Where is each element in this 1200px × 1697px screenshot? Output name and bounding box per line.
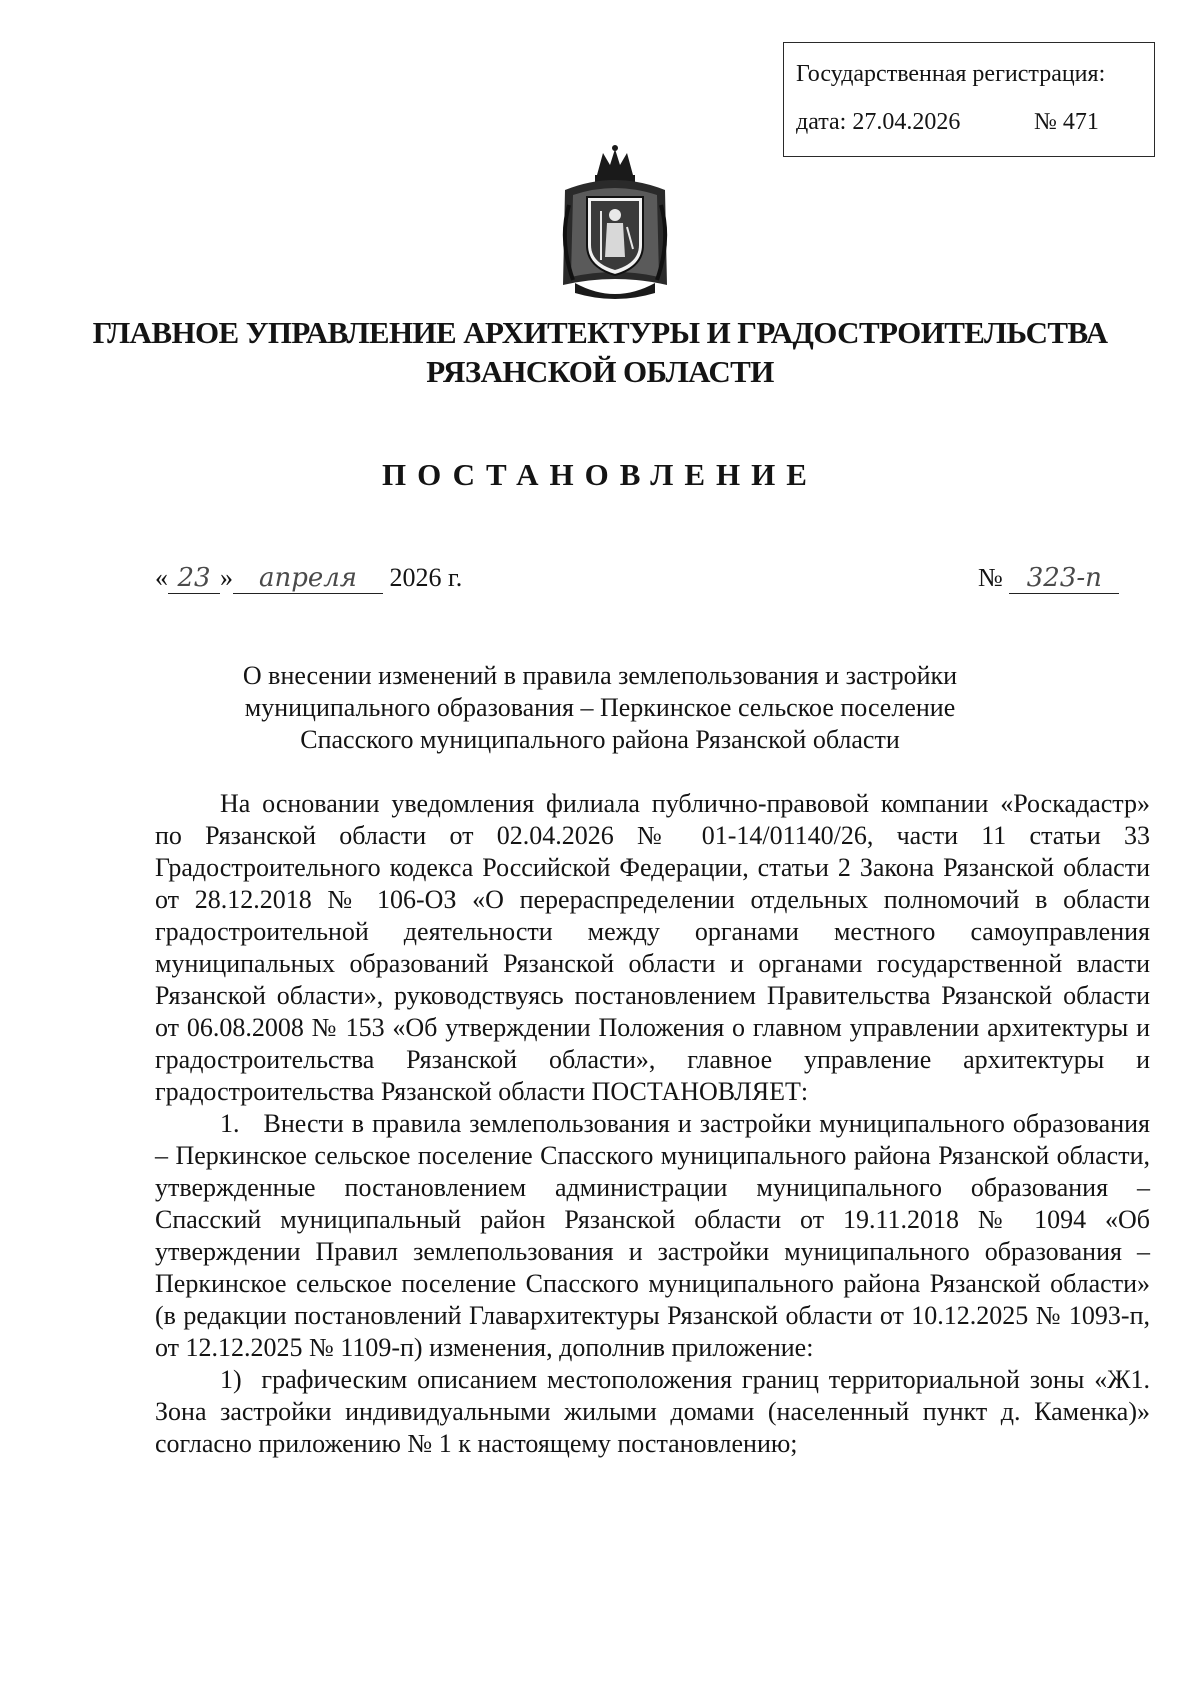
organization-title-line1: ГЛАВНОЕ УПРАВЛЕНИЕ АРХИТЕКТУРЫ И ГРАДОСТРОИТЕЛЬСТВА [92,315,1108,350]
number-sign: № [978,563,1003,592]
item-1-1-paragraph: 1) графическим описанием местоположения границ территориальной зоны «Ж1. Зона застройки индивидуальными жилыми домами (населенный пункт д. Каменка)» согласно приложению № 1 к настоящему постановлению; [155,1365,1150,1458]
date-month: апреля [233,563,383,594]
registration-heading: Государственная регистрация: [796,61,1106,87]
preamble-paragraph: На основании уведомления филиала публично-правовой компании «Роскадастр» по Рязанской области от 02.04.2026 № 01-14/01140/26, части 11 статьи 33 Градостроительного кодекса Российской Федерации, статьи 2 Закона Рязанской области от 28.12.2018 № 106-ОЗ «О перераспределении отдельных полномочий в области градостроительной деятельности между органами местного самоуправления муниципальных образований Рязанской области и органами государственной власти Рязанской области», руководствуясь постановлением Правительства Рязанской области от 06.08.2008 № 153 «Об утверждении Положения о главном управлении архитектуры и градостроительства Рязанской области», главное управление архитектуры и градостроительства Рязанской области ПОСТАНОВЛЯЕТ: [155,789,1150,1106]
document-type: ПОСТАНОВЛЕНИЕ [382,457,818,492]
date-day: 23 [168,563,220,594]
ryazan-coat-of-arms-icon [555,145,675,305]
subject-line: муниципального образования – Перкинское сельское поселение [244,693,956,722]
subject-line: Спасского муниципального района Рязанской области [300,725,900,754]
registration-stamp [783,42,1155,157]
organization-title-line2: РЯЗАНСКОЙ ОБЛАСТИ [426,354,774,389]
number-value: 323-п [1009,563,1119,594]
document-subject [160,660,1040,756]
date-year: 2026 г. [389,563,463,592]
document-body [155,788,1150,1460]
document-number [978,563,1119,594]
date-close-quote: » [220,563,233,592]
document-date [155,563,462,594]
date-open-quote: « [155,563,168,592]
subject-line: О внесении изменений в правила землепользования и застройки [242,661,958,690]
item-1-paragraph: 1. Внести в правила землепользования и застройки муниципального образования – Перкинское сельское поселение Спасского муниципального района Рязанской области, утвержденные постановлением администрации муниципального образования – Спасский муниципальный район Рязанской области от 19.11.2018 № 1094 «Об утверждении Правил землепользования и застройки муниципального образования – Перкинское сельское поселение Спасского муниципального района Рязанской области» (в редакции постановлений Главархитектуры Рязанской области от 10.12.2025 № 1093-п, от 12.12.2025 № 1109-п) изменения, дополнив приложение: [155,1109,1150,1362]
registration-date: дата: 27.04.2026 [796,109,961,135]
registration-number: № 471 [1034,109,1099,135]
